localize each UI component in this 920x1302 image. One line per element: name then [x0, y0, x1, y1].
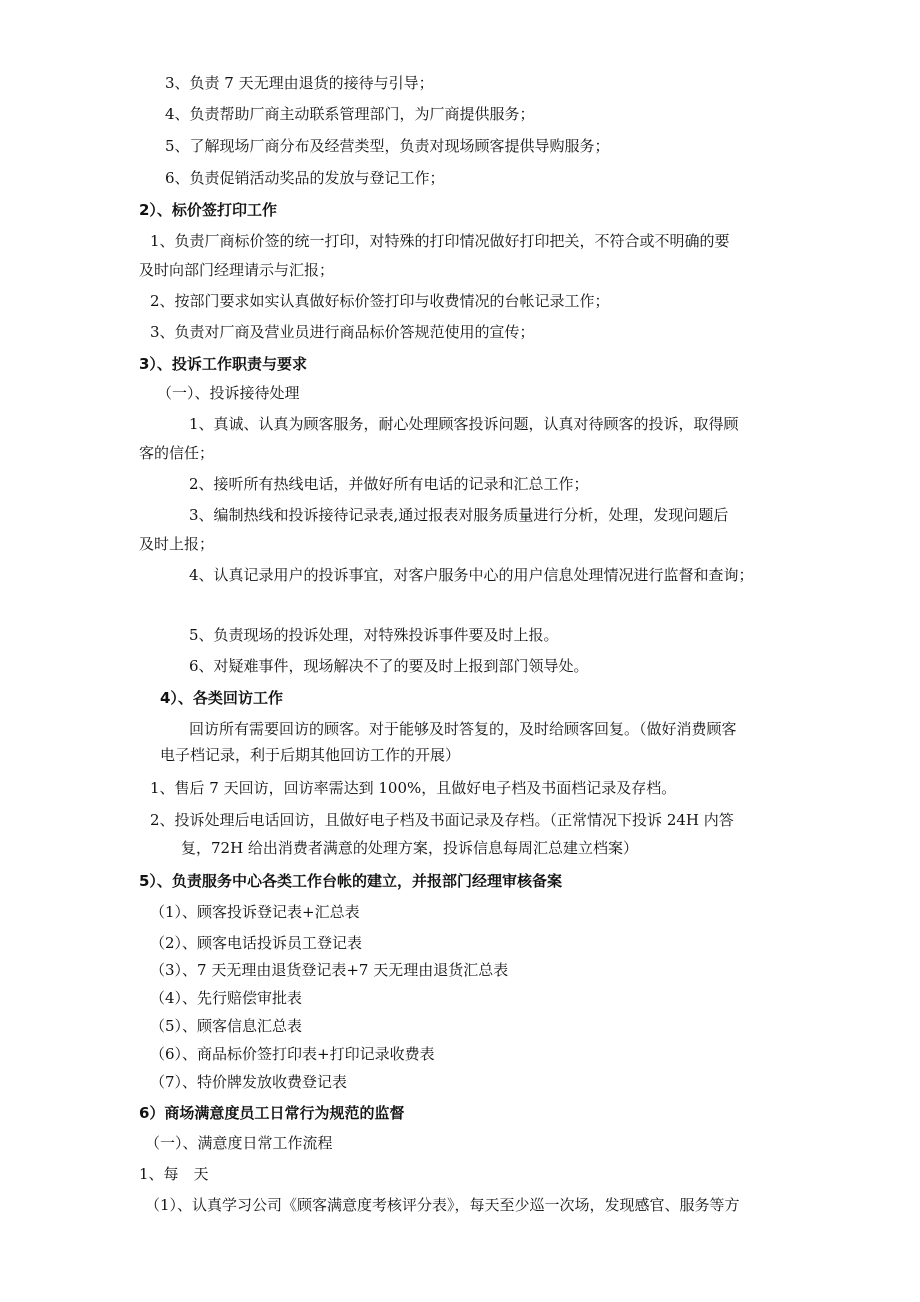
text-line: 及时上报； [139, 535, 215, 553]
section-heading: 6）商场满意度员工日常行为规范的监督 [139, 1104, 405, 1122]
text-line: 1、售后 7 天回访，回访率需达到 100%，且做好电子档及书面档记录及存档。 [150, 779, 677, 797]
text-line: （1）、认真学习公司《顾客满意度考核评分表》，每天至少巡一次场，发现感官、服务等方 [145, 1196, 740, 1214]
text-line: 4、负责帮助厂商主动联系管理部门，为厂商提供服务； [165, 105, 535, 123]
text-line: 1、真诚、认真为顾客服务，耐心处理顾客投诉问题，认真对待顾客的投诉，取得顾 [189, 415, 739, 433]
sub-heading: （一）、投诉接待处理 [157, 384, 300, 402]
text-line: 3、编制热线和投诉接待记录表,通过报表对服务质量进行分析，处理，发现问题后 [189, 506, 729, 524]
section-heading: 5）、负责服务中心各类工作台帐的建立，并报部门经理审核备案 [139, 872, 562, 890]
text-line: 电子档记录，利于后期其他回访工作的开展） [160, 746, 461, 764]
text-line: 1、负责厂商标价签的统一打印，对特殊的打印情况做好打印把关，不符合或不明确的要 [150, 232, 730, 250]
text-line: 回访所有需要回访的顾客。对于能够及时答复的，及时给顾客回复。（做好消费顾客 [189, 720, 737, 738]
text-line: 2、接听所有热线电话，并做好所有电话的记录和汇总工作； [189, 475, 589, 493]
text-line: 6、负责促销活动奖品的发放与登记工作； [165, 169, 445, 187]
sub-heading: （一）、满意度日常工作流程 [145, 1134, 333, 1152]
text-line: 3、负责 7 天无理由退货的接待与引导； [165, 74, 434, 92]
text-line: 3、负责对厂商及营业员进行商品标价答规范使用的宣传； [150, 323, 535, 341]
text-line: 2、投诉处理后电话回访，且做好电子档及书面记录及存档。（正常情况下投诉 24H 内答 [150, 811, 734, 829]
text-line: 5、负责现场的投诉处理，对特殊投诉事件要及时上报。 [189, 626, 559, 644]
text-line: 客的信任； [139, 444, 215, 462]
list-item: （1）、顾客投诉登记表+汇总表 [150, 903, 360, 921]
text-line: 1、每 天 [139, 1165, 209, 1183]
list-item: （2）、顾客电话投诉员工登记表 [150, 934, 363, 952]
text-line: 2、按部门要求如实认真做好标价签打印与收费情况的台帐记录工作； [150, 292, 610, 310]
section-heading: 3）、投诉工作职责与要求 [139, 355, 307, 373]
list-item: （5）、顾客信息汇总表 [150, 1017, 303, 1035]
list-item: （6）、商品标价签打印表+打印记录收费表 [150, 1045, 435, 1063]
list-item: （4）、先行赔偿审批表 [150, 989, 303, 1007]
text-line: 5、了解现场厂商分布及经营类型，负责对现场顾客提供导购服务； [165, 137, 610, 155]
section-heading: 2）、标价签打印工作 [139, 201, 277, 219]
text-line: 复，72H 给出消费者满意的处理方案，投诉信息每周汇总建立档案） [181, 839, 638, 857]
text-line: 6、对疑难事件，现场解决不了的要及时上报到部门领导处。 [189, 657, 589, 675]
section-heading: 4）、各类回访工作 [160, 689, 283, 707]
list-item: （3）、7 天无理由退货登记表+7 天无理由退货汇总表 [150, 961, 509, 979]
text-line: 4、认真记录用户的投诉事宜，对客户服务中心的用户信息处理情况进行监督和查询； [189, 566, 754, 584]
list-item: （7）、特价牌发放收费登记表 [150, 1073, 348, 1091]
text-line: 及时向部门经理请示与汇报； [139, 261, 335, 279]
